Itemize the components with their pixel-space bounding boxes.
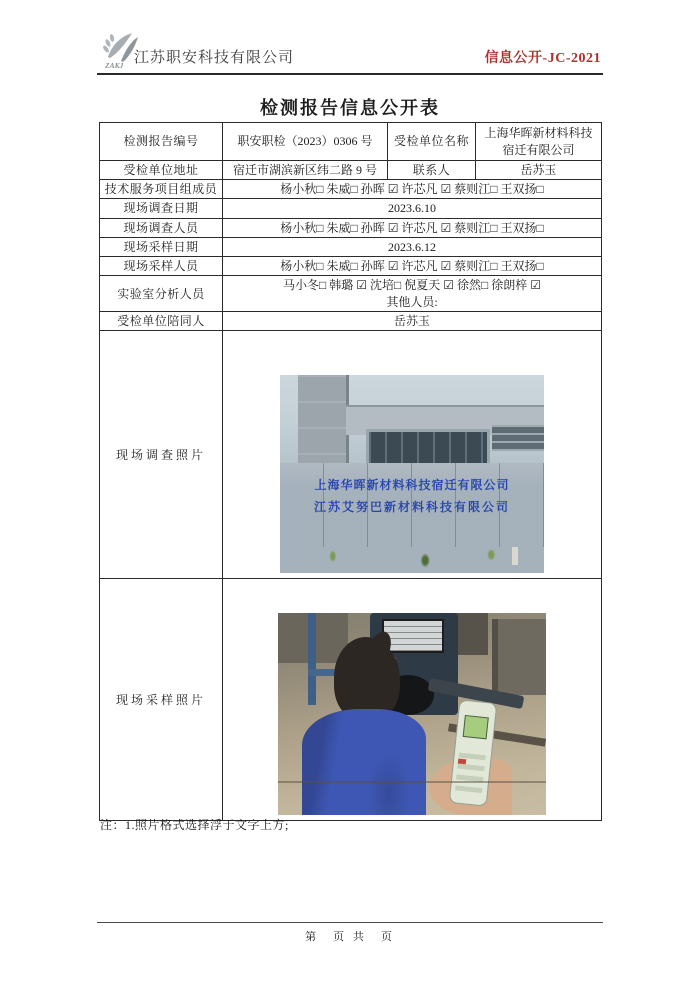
unit-address-value: 宿迁市湖滨新区纬二路 9 号 xyxy=(223,161,388,180)
header-rule xyxy=(97,73,603,75)
report-number-value: 职安职检（2023）0306 号 xyxy=(223,123,388,161)
escort-value: 岳苏玉 xyxy=(223,312,602,331)
company-name: 江苏职安科技有限公司 xyxy=(134,50,295,66)
contact-label: 联系人 xyxy=(388,161,476,180)
machine-label-plate xyxy=(382,619,444,653)
building-sign-line1: 上海华晖新材料科技宿迁有限公司 xyxy=(314,478,510,493)
table-row xyxy=(100,237,602,256)
building-right-windows xyxy=(492,425,544,451)
table-row xyxy=(100,199,602,218)
escort-label: 受检单位陪同人 xyxy=(100,312,223,331)
survey-staff-label: 现场调查人员 xyxy=(100,218,223,237)
sampling-staff-label: 现场采样人员 xyxy=(100,256,223,275)
survey-date-label: 现场调查日期 xyxy=(100,199,223,218)
sampling-photo-label: 现场采样照片 xyxy=(100,579,223,821)
unit-address-label: 受检单位地址 xyxy=(100,161,223,180)
table-row xyxy=(100,256,602,275)
unit-name-label: 受检单位名称 xyxy=(388,123,476,161)
meter-power-key xyxy=(458,758,466,764)
table-row xyxy=(100,123,602,161)
sampling-photo-cell xyxy=(223,579,602,821)
survey-photo-label: 现场调查照片 xyxy=(100,331,223,579)
table-row xyxy=(100,579,602,821)
building-glass-band xyxy=(366,429,490,467)
report-number-label: 检测报告编号 xyxy=(100,123,223,161)
meter-keypad xyxy=(455,746,486,793)
lab-staff-label: 实验室分析人员 xyxy=(100,276,223,312)
grass-strip xyxy=(280,545,544,573)
sampling-photo xyxy=(278,613,546,815)
building-sign-line2: 江苏艾努巴新材料科技有限公司 xyxy=(313,500,510,515)
sampling-date-value: 2023.6.12 xyxy=(223,237,602,256)
sampling-staff-checkboxes: 杨小秋□ 朱威□ 孙晖 ☑ 许芯凡 ☑ 蔡则江□ 王双扬□ xyxy=(223,256,602,275)
survey-date-value: 2023.6.10 xyxy=(223,199,602,218)
unit-name-value: 上海华晖新材料科技宿迁有限公司 xyxy=(476,123,602,161)
footnote: 注：1.照片格式选择浮于文字上方; xyxy=(100,818,289,832)
other-staff-label: 其他人员: xyxy=(386,294,438,309)
survey-photo xyxy=(280,375,544,573)
table-row xyxy=(100,161,602,180)
survey-staff-checkboxes: 杨小秋□ 朱威□ 孙晖 ☑ 许芯凡 ☑ 蔡则江□ 王双扬□ xyxy=(223,218,602,237)
team-label: 技术服务项目组成员 xyxy=(100,180,223,199)
background-machine-right xyxy=(492,619,546,695)
survey-photo-cell xyxy=(223,331,602,579)
blue-frame-post xyxy=(308,613,316,705)
team-checkboxes: 杨小秋□ 朱威□ 孙晖 ☑ 许芯凡 ☑ 蔡则江□ 王双扬□ xyxy=(223,180,602,199)
worker-blue-shirt xyxy=(302,709,426,815)
meter-screen xyxy=(463,715,489,739)
sampling-date-label: 现场采样日期 xyxy=(100,237,223,256)
table-row xyxy=(100,218,602,237)
floor-seam xyxy=(278,781,546,783)
lab-staff-checkboxes: 马小冬□ 韩璐 ☑ 沈培□ 倪夏天 ☑ 徐然□ 徐朗梓 ☑ xyxy=(282,278,542,293)
table-row xyxy=(100,331,602,579)
table-row xyxy=(100,180,602,199)
contact-value: 岳苏玉 xyxy=(476,161,602,180)
table-row xyxy=(100,276,602,312)
svg-text:ZAKJ: ZAKJ xyxy=(105,61,124,70)
page-number: 第 页 共 页 xyxy=(305,931,395,943)
sign-post xyxy=(512,547,518,565)
page-title: 检测报告信息公开表 xyxy=(260,98,440,118)
lab-staff-cell xyxy=(223,276,602,312)
doc-code: 信息公开-JC-2021 xyxy=(484,51,601,66)
table-row xyxy=(100,312,602,331)
info-table xyxy=(99,122,602,821)
footer-rule xyxy=(97,922,603,923)
